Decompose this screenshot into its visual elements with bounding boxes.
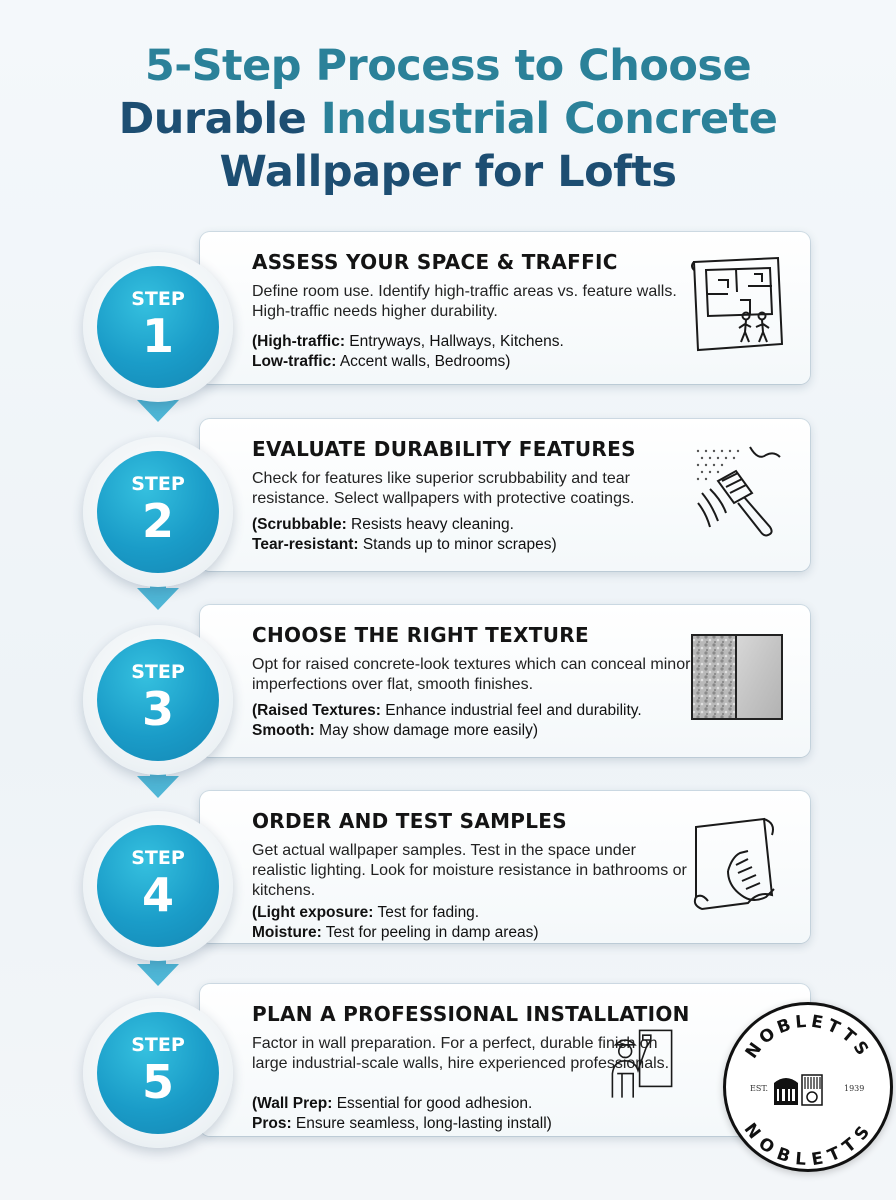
step-card-4	[200, 791, 810, 943]
step-number: 4	[141, 868, 174, 922]
title-line-3: Wallpaper for Lofts	[219, 147, 677, 197]
step-note: (Scrubbable: Resists heavy cleaning. Tear-resistant: Stands up to minor scrapes)	[252, 516, 557, 553]
step-description: Get actual wallpaper samples. Test in the space under realistic lighting. Look for moisture resistance in bathrooms or kitchens.	[252, 842, 687, 899]
step-title: EVALUATE DURABILITY FEATURES	[252, 437, 636, 461]
step-number: 1	[141, 309, 174, 363]
step-note: (High-traffic: Entryways, Hallways, Kitchens. Low-traffic: Accent walls, Bedrooms)	[252, 333, 564, 370]
step-title: ORDER AND TEST SAMPLES	[252, 809, 567, 833]
storefront-icon	[774, 1075, 822, 1105]
step-label: STEP	[131, 1034, 185, 1056]
step-note: (Wall Prep: Essential for good adhesion. Pros: Ensure seamless, long-lasting install)	[252, 1095, 552, 1132]
step-description: Define room use. Identify high-traffic areas vs. feature walls. High-traffic needs higher durability.	[252, 283, 677, 320]
sample-hand-icon	[688, 813, 788, 913]
step-card-3	[200, 605, 810, 757]
installer-worker-icon	[598, 1024, 678, 1104]
brand-badge	[723, 1002, 893, 1172]
step-badge-2	[83, 437, 233, 587]
arrow-down-icon	[137, 400, 179, 422]
step-badge-1	[83, 252, 233, 402]
step-card-5	[200, 984, 810, 1136]
step-note: (Raised Textures: Enhance industrial feel and durability. Smooth: May show damage more easily)	[252, 702, 642, 739]
page-title	[0, 40, 896, 199]
step-badge-3	[83, 625, 233, 775]
arrow-down-icon	[137, 588, 179, 610]
step-badge-5	[83, 998, 233, 1148]
step-label: STEP	[131, 473, 185, 495]
floorplan-people-icon	[688, 254, 788, 354]
title-line-2: Durable Industrial Concrete	[118, 94, 778, 144]
texture-swatch-icon	[688, 627, 788, 727]
step-label: STEP	[131, 661, 185, 683]
step-title: PLAN A PROFESSIONAL INSTALLATION	[252, 1002, 690, 1026]
step-description: Factor in wall preparation. For a perfect, durable finish on large industrial-scale walls, hire experienced professionals.	[252, 1035, 670, 1072]
step-number: 3	[141, 682, 174, 736]
step-card-2	[200, 419, 810, 571]
scrub-brush-icon	[688, 441, 788, 541]
svg-text:EST.: EST.	[750, 1084, 769, 1093]
nobletts-logo	[726, 1005, 890, 1169]
step-card-1	[200, 232, 810, 384]
step-note: (Light exposure: Test for fading. Moisture: Test for peeling in damp areas)	[252, 904, 539, 941]
step-label: STEP	[131, 847, 185, 869]
svg-text:NOBLETTS: NOBLETTS	[741, 1011, 875, 1063]
title-line-1: 5-Step Process to Choose	[144, 41, 752, 91]
step-label: STEP	[131, 288, 185, 310]
step-title: ASSESS YOUR SPACE & TRAFFIC	[252, 250, 618, 274]
step-description: Check for features like superior scrubbability and tear resistance. Select wallpapers with protective coatings.	[252, 470, 635, 507]
svg-text:NOBLETTS: NOBLETTS	[739, 1119, 877, 1169]
step-description: Opt for raised concrete-look textures which can conceal minor imperfections over flat, smooth finishes.	[252, 656, 691, 693]
svg-text:1939: 1939	[844, 1084, 865, 1093]
arrow-down-icon	[137, 964, 179, 986]
step-badge-4	[83, 811, 233, 961]
step-title: CHOOSE THE RIGHT TEXTURE	[252, 623, 589, 647]
step-number: 5	[141, 1055, 174, 1109]
step-number: 2	[141, 494, 174, 548]
arrow-down-icon	[137, 776, 179, 798]
